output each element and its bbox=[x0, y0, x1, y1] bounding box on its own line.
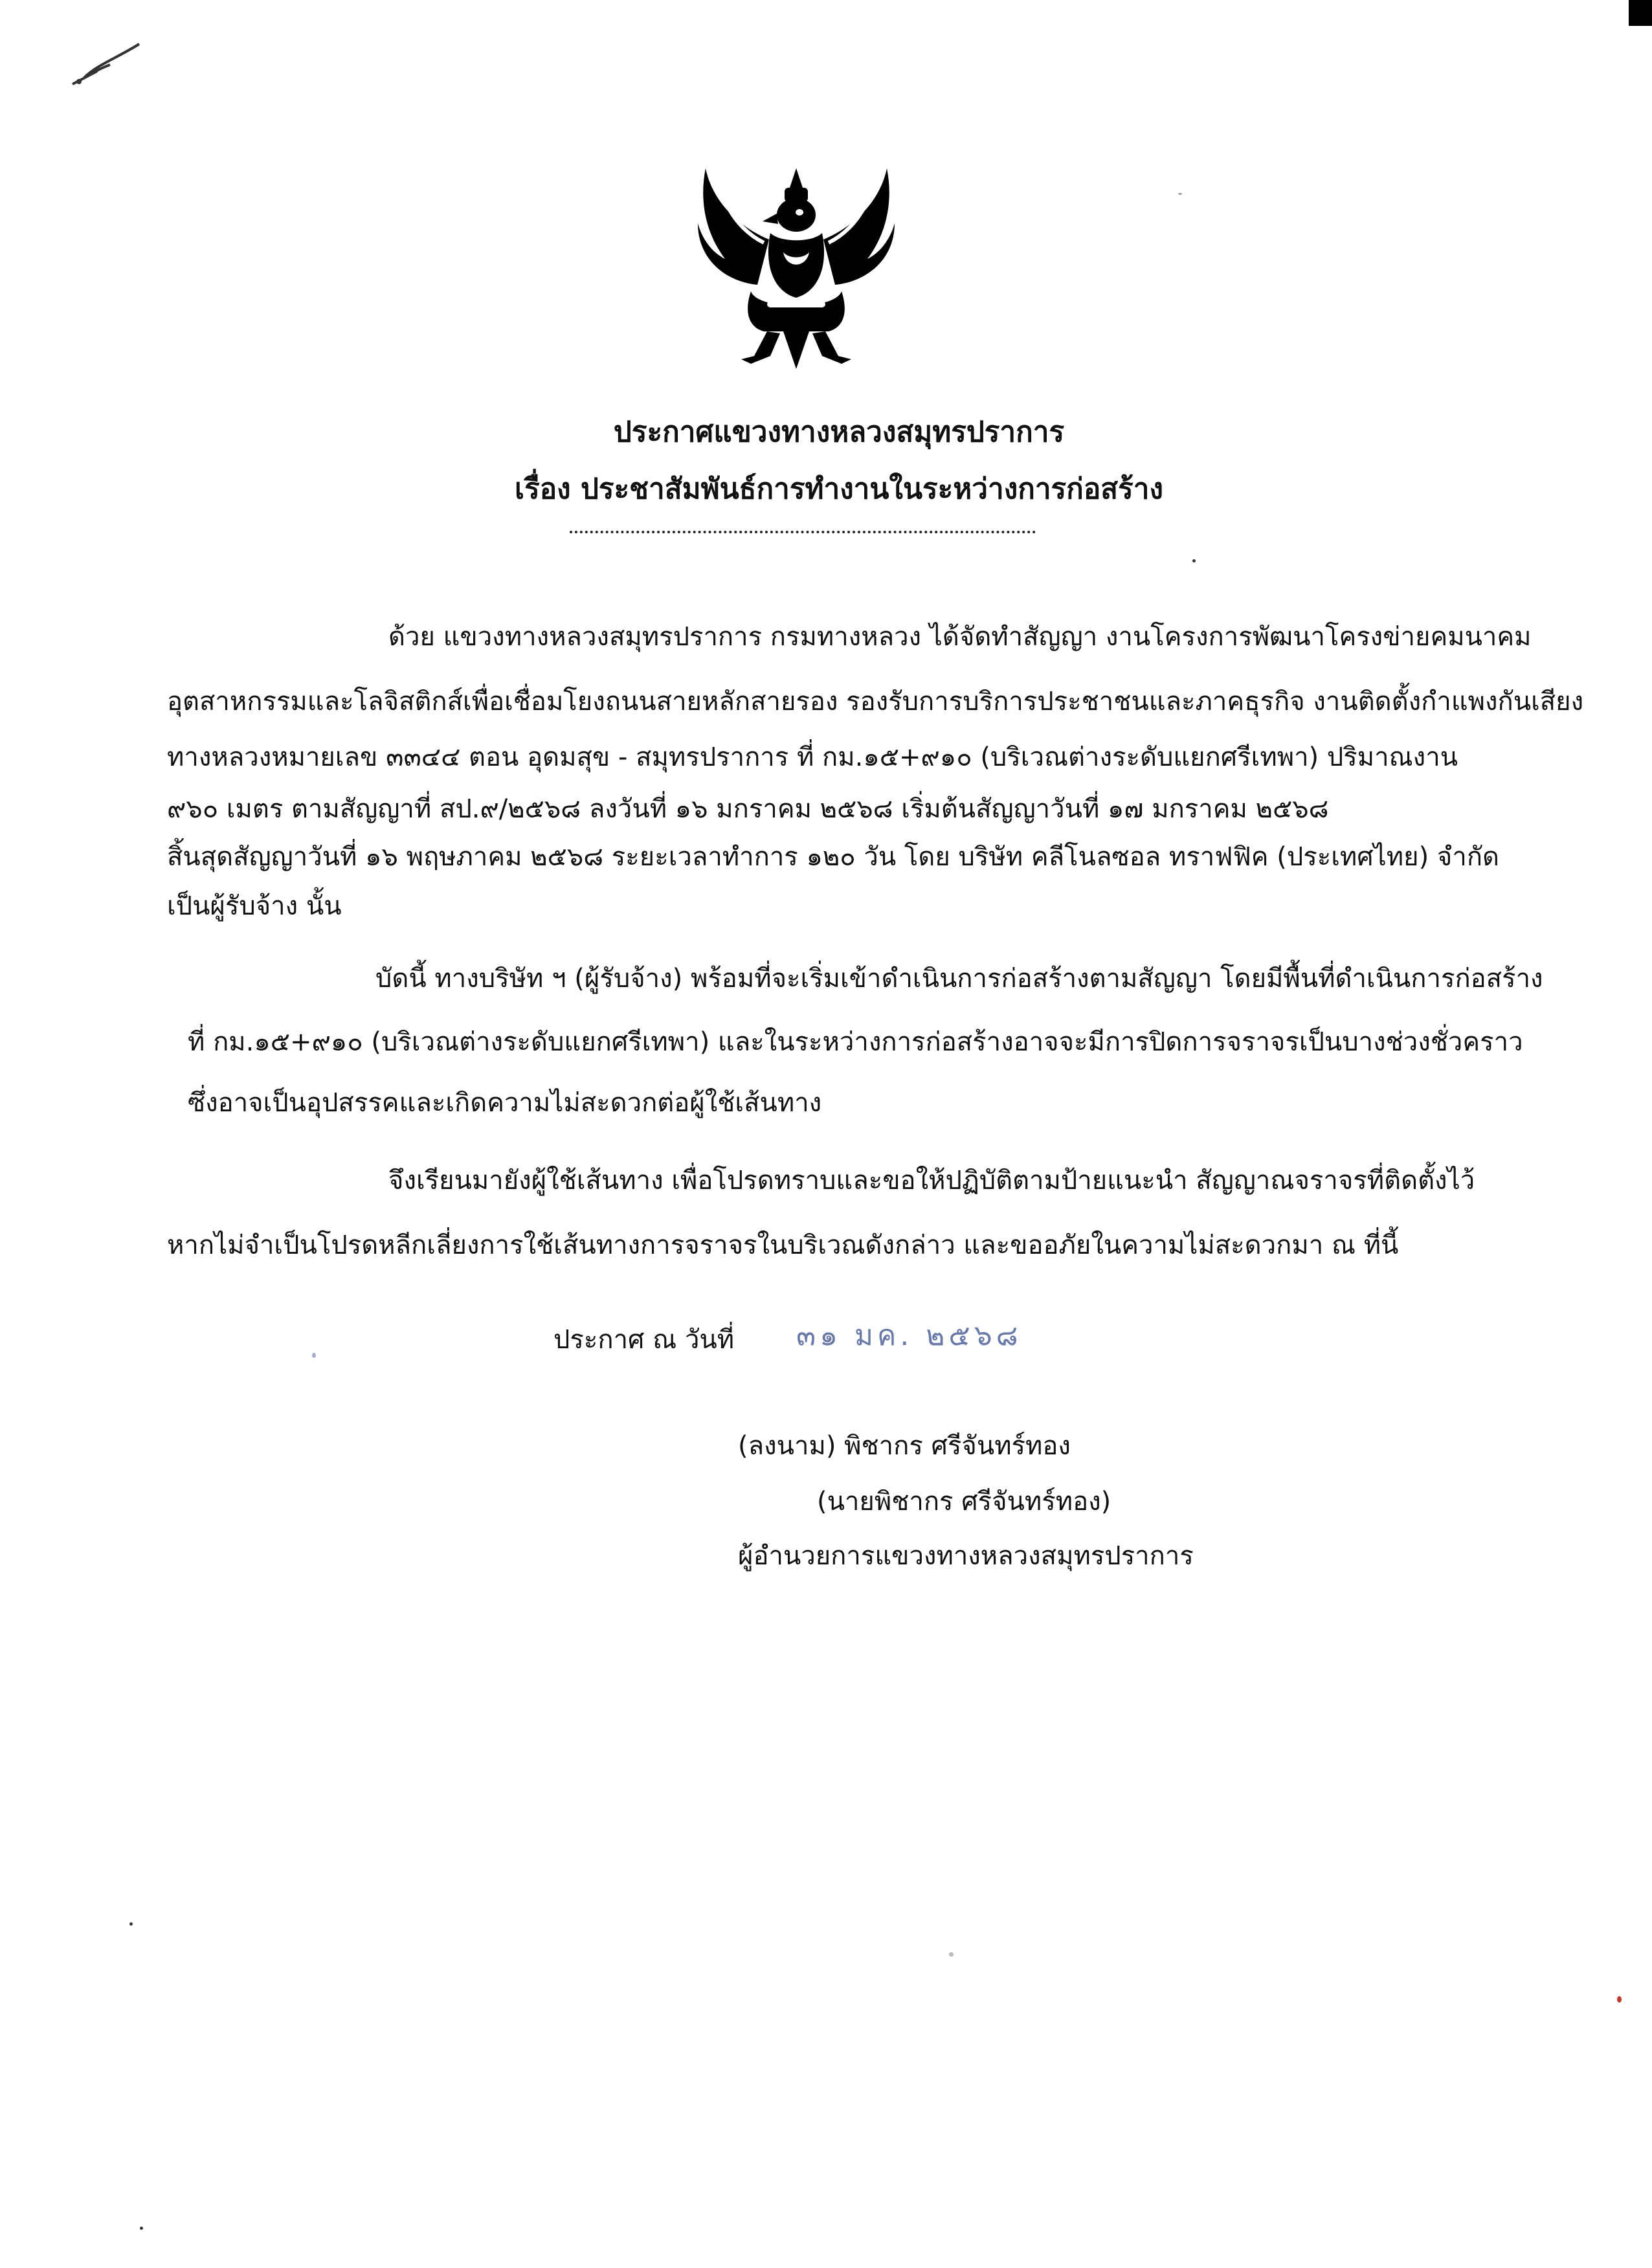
scan-speck bbox=[140, 2227, 143, 2230]
paragraph-1-line-2: อุตสาหกรรมและโลจิสติกส์เพื่อเชื่อมโยงถนนสายหลักสายรอง รองรับการบริการประชาชนและภาคธุรกิจ งานติดตั้งกำแพงกันเสียง bbox=[167, 687, 1584, 717]
paragraph-3-line-2: หากไม่จำเป็นโปรดหลีกเลี่ยงการใช้เส้นทางการจราจรในบริเวณดังกล่าว และขออภัยในความไม่สะดวกมา ณ ที่นี้ bbox=[167, 1230, 1399, 1260]
pen-scribble bbox=[71, 39, 142, 91]
paragraph-1-line-6: เป็นผู้รับจ้าง นั้น bbox=[167, 891, 342, 921]
signatory-position: ผู้อำนวยการแขวงทางหลวงสมุทรปราการ bbox=[738, 1541, 1194, 1571]
paragraph-1-line-3: ทางหลวงหมายเลข ๓๓๔๔ ตอน อุดมสุข - สมุทรปราการ ที่ กม.๑๕+๙๑๐ (บริเวณต่างระดับแยกศรีเทพา) ปริมาณงาน bbox=[167, 742, 1458, 772]
document-subject: เรื่อง ประชาสัมพันธ์การทำงานในระหว่างการก่อสร้าง bbox=[515, 472, 1163, 506]
signatory-name: (นายพิชากร ศรีจันทร์ทอง) bbox=[817, 1487, 1111, 1517]
scan-speck bbox=[312, 1353, 316, 1358]
paragraph-1-line-5: สิ้นสุดสัญญาวันที่ ๑๖ พฤษภาคม ๒๕๖๘ ระยะเวลาทำการ ๑๒๐ วัน โดย บริษัท คลีโนลซอล ทราฟฟิค (ประเทศไทย) จำกัด bbox=[167, 842, 1500, 872]
scan-speck bbox=[1192, 559, 1196, 562]
scan-speck bbox=[949, 1952, 954, 1957]
paragraph-2-line-3: ซึ่งอาจเป็นอุปสรรคและเกิดความไม่สะดวกต่อผู้ใช้เส้นทาง bbox=[188, 1088, 822, 1118]
document-title: ประกาศแขวงทางหลวงสมุทรปราการ bbox=[613, 416, 1065, 449]
scan-edge-mark bbox=[1629, 0, 1652, 26]
paragraph-2-line-2: ที่ กม.๑๕+๙๑๐ (บริเวณต่างระดับแยกศรีเทพา) และในระหว่างการก่อสร้างอาจจะมีการปิดการจราจรเป็นบางช่วงชั่วคราว bbox=[188, 1027, 1523, 1057]
garuda-emblem-icon bbox=[686, 162, 906, 375]
scan-speck bbox=[1178, 193, 1182, 195]
paragraph-1-line-1: ด้วย แขวงทางหลวงสมุทรปราการ กรมทางหลวง ได้จัดทำสัญญา งานโครงการพัฒนาโครงข่ายคมนาคม bbox=[388, 622, 1532, 652]
paragraph-2-line-1: บัดนี้ ทางบริษัท ฯ (ผู้รับจ้าง) พร้อมที่จะเริ่มเข้าดำเนินการก่อสร้างตามสัญญา โดยมีพื้นที่ดำเนินการก่อสร้าง bbox=[375, 964, 1543, 994]
signature-signed: (ลงนาม) พิชากร ศรีจันทร์ทอง bbox=[738, 1431, 1071, 1461]
scan-speck bbox=[1617, 1996, 1622, 2003]
announce-label: ประกาศ ณ วันที่ bbox=[553, 1325, 735, 1355]
paragraph-3-line-1: จึงเรียนมายังผู้ใช้เส้นทาง เพื่อโปรดทราบและขอให้ปฏิบัติตามป้ายแนะนำ สัญญาณจราจรที่ติดตั้งไว้ bbox=[388, 1166, 1475, 1195]
paragraph-1-line-4: ๙๖๐ เมตร ตามสัญญาที่ สป.๙/๒๕๖๘ ลงวันที่ ๑๖ มกราคม ๒๕๖๘ เริ่มต้นสัญญาวันที่ ๑๗ มกราคม ๒๕๖๘ bbox=[167, 794, 1329, 824]
title-divider bbox=[570, 531, 1036, 533]
announce-date-stamp: ๓๑ มค. ๒๕๖๘ bbox=[796, 1319, 1022, 1352]
scan-speck bbox=[129, 1922, 133, 1926]
